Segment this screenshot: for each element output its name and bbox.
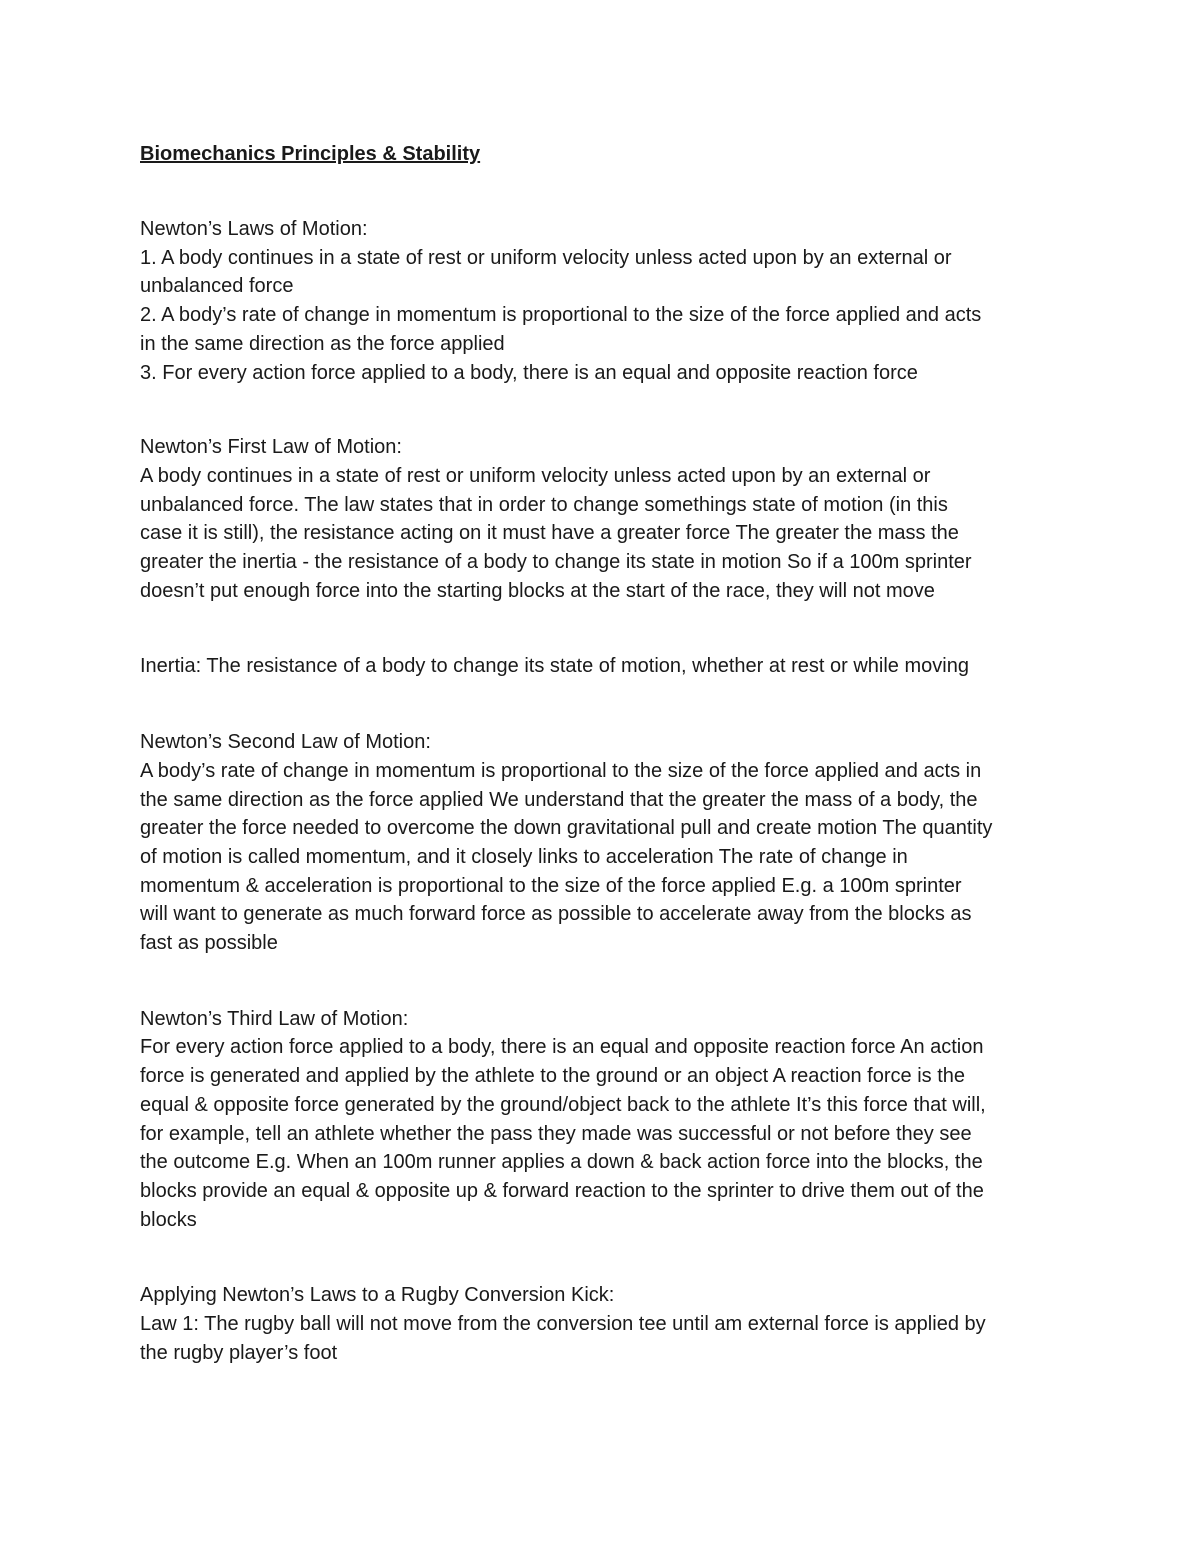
- paragraph-line: unbalanced force: [140, 275, 294, 298]
- paragraph-line: A body continues in a state of rest or uniform velocity unless acted upon by an external or: [140, 464, 931, 487]
- paragraph-line: greater the force needed to overcome the down gravitational pull and create motion The quantity: [140, 817, 993, 840]
- paragraph-line: in the same direction as the force applied: [140, 332, 505, 355]
- section-heading: Inertia: The resistance of a body to change its state of motion, whether at rest or while moving: [140, 655, 969, 678]
- section-inertia: [140, 652, 1070, 681]
- paragraph-line: force is generated and applied by the athlete to the ground or an object A reaction force is the: [140, 1065, 965, 1088]
- section-rugby-conversion: [140, 1281, 1070, 1367]
- document-page: [140, 139, 1070, 1368]
- paragraph-line: for example, tell an athlete whether the pass they made was successful or not before they see: [140, 1122, 972, 1145]
- paragraph-line: greater the inertia - the resistance of a body to change its state in motion So if a 100m sprinter: [140, 551, 972, 574]
- paragraph-line: equal & opposite force generated by the ground/object back to the athlete It’s this force that will,: [140, 1093, 986, 1116]
- paragraph-line: the rugby player’s foot: [140, 1341, 338, 1364]
- paragraph-line: 1. A body continues in a state of rest or uniform velocity unless acted upon by an external or: [140, 246, 952, 269]
- section-heading: Applying Newton’s Laws to a Rugby Conversion Kick:: [140, 1284, 615, 1307]
- paragraph-line: For every action force applied to a body, there is an equal and opposite reaction force An action: [140, 1036, 984, 1059]
- paragraph-line: blocks provide an equal & opposite up & forward reaction to the sprinter to drive them out of the: [140, 1179, 984, 1202]
- paragraph-spacer: [140, 1234, 1070, 1281]
- paragraph-spacer: [140, 605, 1070, 652]
- section-heading: Newton’s Laws of Motion:: [140, 218, 368, 240]
- paragraph-spacer: [140, 681, 1070, 728]
- section-first-law: [140, 433, 1070, 605]
- document-title: Biomechanics Principles & Stability: [140, 143, 481, 165]
- section-second-law: [140, 728, 1070, 958]
- paragraph-line: the outcome E.g. When an 100m runner applies a down & back action force into the blocks, the: [140, 1151, 983, 1174]
- paragraph-line: A body’s rate of change in momentum is proportional to the size of the force applied and acts in: [140, 759, 982, 782]
- paragraph-line: unbalanced force. The law states that in order to change somethings state of motion (in this: [140, 493, 948, 516]
- paragraph-line: fast as possible: [140, 932, 278, 955]
- section-heading: Newton’s Third Law of Motion:: [140, 1007, 409, 1030]
- paragraph-line: the same direction as the force applied We understand that the greater the mass of a body, the: [140, 788, 978, 811]
- paragraph-spacer: [140, 958, 1070, 1005]
- paragraph-line: of motion is called momentum, and it closely links to acceleration The rate of change in: [140, 845, 908, 868]
- paragraph-line: blocks: [140, 1208, 197, 1231]
- section-heading: Newton’s Second Law of Motion:: [140, 731, 431, 754]
- paragraph-spacer: [140, 387, 1070, 433]
- section-third-law: [140, 1005, 1070, 1235]
- paragraph-line: 3. For every action force applied to a body, there is an equal and opposite reaction force: [140, 361, 918, 384]
- paragraph-line: doesn’t put enough force into the starting blocks at the start of the race, they will not move: [140, 579, 935, 602]
- section-laws-of-motion: [140, 215, 1070, 387]
- paragraph-line: momentum & acceleration is proportional to the size of the force applied E.g. a 100m sprinter: [140, 874, 962, 897]
- paragraph-line: will want to generate as much forward force as possible to accelerate away from the blocks as: [140, 903, 972, 926]
- paragraph-line: 2. A body’s rate of change in momentum is proportional to the size of the force applied and acts: [140, 304, 982, 327]
- paragraph-line: case it is still), the resistance acting on it must have a greater force The greater the mass the: [140, 522, 959, 545]
- section-heading: Newton’s First Law of Motion:: [140, 436, 402, 459]
- paragraph-line: Law 1: The rugby ball will not move from the conversion tee until am external force is applied by: [140, 1313, 986, 1336]
